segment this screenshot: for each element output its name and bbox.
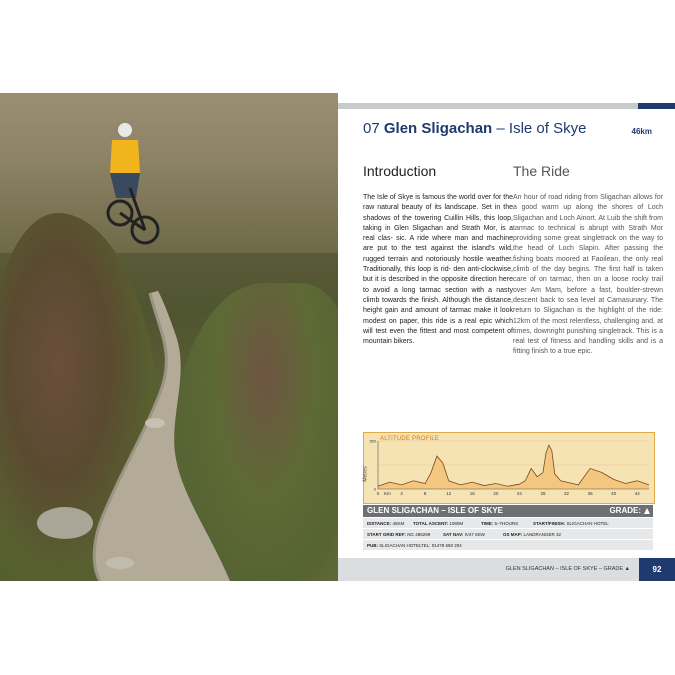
book-spread <box>0 93 675 581</box>
x-tick-label-5: 20 <box>493 491 499 496</box>
info-row-2 <box>363 529 653 539</box>
info-row-1 <box>363 518 653 528</box>
grid-value: NG 486299 <box>407 532 431 537</box>
page-number: 92 <box>639 558 675 581</box>
x-tick-label-0: 0 <box>376 491 380 496</box>
x-tick-label-11: 44 <box>634 491 640 496</box>
pub-value: SLIGACHAN HOTEL <box>379 543 422 548</box>
y-axis-label: Metres <box>362 466 369 482</box>
x-tick-label-9: 36 <box>587 491 593 496</box>
pub-label: PUB: <box>367 543 378 548</box>
satnav-label: SAT NAV: <box>443 532 464 537</box>
start-value: SLIGACHAN HOTEL <box>566 521 609 526</box>
info-row-3 <box>363 540 653 550</box>
ascent-label: TOTAL ASCENT: <box>413 521 449 526</box>
altitude-profile-chart <box>363 432 655 504</box>
os-map-value: LANDRANGER 32 <box>523 532 562 537</box>
start-label: START/FINISH: <box>533 521 566 526</box>
altitude-profile-svg <box>364 433 654 503</box>
distance-label: DISTANCE: <box>367 521 392 526</box>
route-info-name: GLEN SLIGACHAN – ISLE OF SKYE <box>367 506 504 515</box>
time-label: TIME: <box>481 521 494 526</box>
page-footer <box>338 558 675 581</box>
time-value: 5–7HOURS <box>494 521 519 526</box>
distance-value: 46KM <box>392 521 405 526</box>
x-axis-label: Km <box>384 491 391 496</box>
the-ride-body: An hour of road riding from Sligachan allows for a good warm up along the shores of Loch Sligachan and Loch Ainort. At Luib the shift from tarmac to technical is abrupt with Strath Mor providing some great singletrack on the way to the head of Loch Slapin. After passing the fishing boats moored at Faoilean, the only real climb of the day begins. The first half is taken care of on tarmac, then on a loose rocky trail over Am Mam, before a fast, boulder-strewn descent back to sea level at Camasunary. The return to Sligachan is the highlight of the ride: 12km of the most relentless, challenging and, at times, downright punishing singletrack. This is a real test of fitness and handling skills and is a fitting finish to a true epic. <box>513 194 663 356</box>
the-ride-heading: The Ride <box>513 163 570 179</box>
satnav-value: IV47 8SW <box>464 532 485 537</box>
route-location: Isle of Skye <box>508 120 587 137</box>
x-tick-label-6: 24 <box>516 491 522 496</box>
route-number: 07 <box>363 120 380 137</box>
x-tick-label-3: 12 <box>446 491 452 496</box>
x-tick-label-1: 4 <box>400 491 403 496</box>
x-tick-label-2: 8 <box>423 491 427 496</box>
os-map-label: OS MAP: <box>503 532 523 537</box>
x-tick-label-7: 28 <box>540 491 546 496</box>
right-page <box>338 93 675 581</box>
altitude-area <box>378 445 649 489</box>
mountain-bike-photo <box>0 93 338 581</box>
x-tick-label-8: 32 <box>564 491 570 496</box>
footer-route-text: GLEN SLIGACHAN – ISLE OF SKYE – GRADE ▲ <box>505 566 630 572</box>
header-rule <box>338 103 638 109</box>
grade-triangle-icon <box>644 508 650 514</box>
header-rule-accent <box>638 103 675 109</box>
y-tick-label-0: 0 <box>373 486 376 492</box>
route-info-header <box>363 505 653 517</box>
rider-figure <box>90 118 170 248</box>
route-name: Glen Sligachan <box>383 120 493 137</box>
ascent-value: 1080M <box>449 521 464 526</box>
chart-title: ALTITUDE PROFILE <box>380 436 440 442</box>
x-tick-label-10: 40 <box>611 491 617 496</box>
introduction-heading: Introduction <box>363 163 437 179</box>
grid-label: START GRID REF: <box>367 532 406 537</box>
y-tick-label-1: 350 <box>369 438 376 444</box>
route-title <box>363 120 586 137</box>
x-tick-label-4: 16 <box>469 491 475 496</box>
pub-telephone: TEL: 01478 650 204 <box>421 543 462 548</box>
route-distance: 46km <box>631 127 652 136</box>
introduction-body: The Isle of Skye is famous the world over for the raw natural beauty of its landscape. Set in the shadows of the towering Cuillin Hills, this loop, taking in Glen Sligachan and Strath Mor, is a real clas- sic. A ride where man and machine are put to the test against the island's wild, rugged terrain and notoriously hostile weather. Traditionally, this loop is rid- den anti-clockwise, but it is described in the opposite direction here to avoid a long tarmac section with a nasty climb towards the finish. Although the distance, height gain and amount of tarmac make it look modest on paper, this ride is a real epic which will test even the fittest and most competent of mountain bikers. <box>363 194 513 346</box>
grade-label: GRADE: <box>609 506 641 515</box>
route-separator: – <box>496 120 505 137</box>
